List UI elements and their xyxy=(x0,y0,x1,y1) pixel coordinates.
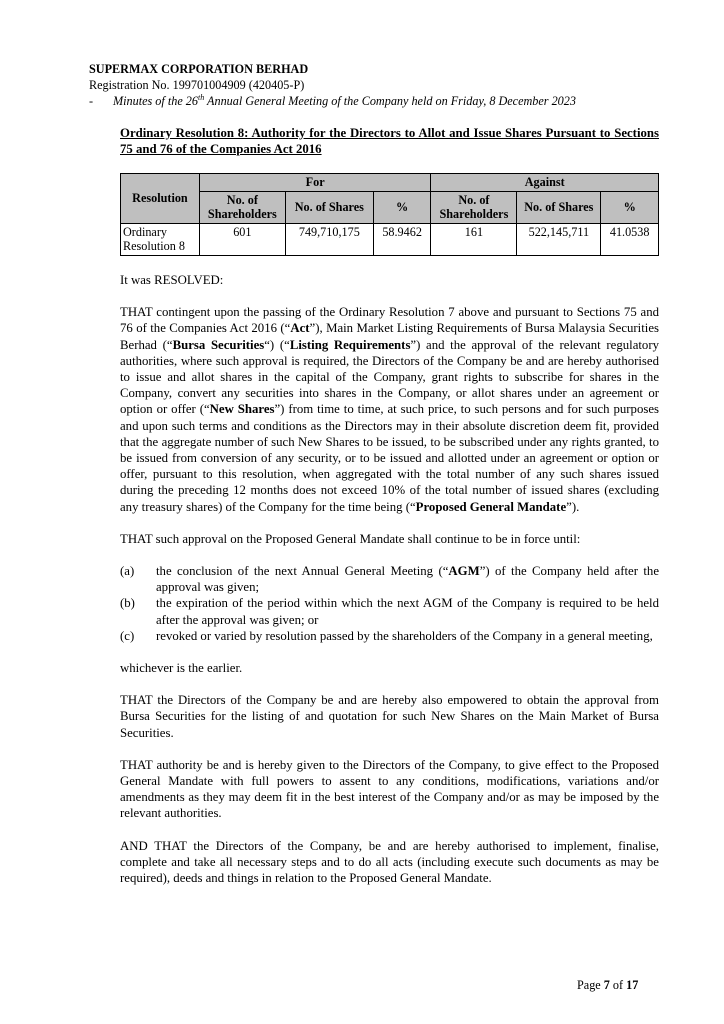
sub-against-shares: No. of Shares xyxy=(517,191,601,223)
sub-for-pct: % xyxy=(373,191,431,223)
company-name: SUPERMAX CORPORATION BERHAD xyxy=(89,62,309,76)
list-item-text: revoked or varied by resolution passed by the shareholders of the Company in a general meeting, xyxy=(156,628,653,643)
registration-number: Registration No. 199701004909 (420405-P) xyxy=(89,78,305,92)
list-item xyxy=(120,628,659,644)
list-item-label: (a) xyxy=(120,563,135,578)
p1-text-k: ”). xyxy=(566,499,580,514)
p1-text-c: ”), Main Market Listing Requirements of Bursa Malaysia Securities Berhad (“ xyxy=(120,321,660,352)
sub-for-shares: No. of Shares xyxy=(285,191,373,223)
paragraph-authority: THAT authority be and is hereby given to the Directors of the Company, to give effect to the Proposed General Mandate with full powers to assent to any conditions, modifications, variations and/or amendments as they may deem fit in the best interest of the Company and/or as may be imposed by the relevant authorities. xyxy=(120,757,659,821)
group-against: Against xyxy=(431,174,659,192)
paragraph-implement: AND THAT the Directors of the Company, be and are hereby authorised to implement, finalise, complete and take all necessary steps and to do all acts (including execute such documents as may be required), deeds and things in relation to the Proposed General Mandate. xyxy=(120,838,659,885)
group-for: For xyxy=(199,174,431,192)
sub-for-holders: No. of Shareholders xyxy=(199,191,285,223)
row-for-pct: 58.9462 xyxy=(373,223,431,255)
item-a-post: ”) of the Company held after the approval was given; xyxy=(156,563,659,595)
p1-def-bursa: Bursa Securities xyxy=(172,337,265,352)
list-item-label: (c) xyxy=(120,628,135,643)
row-for-holders: 601 xyxy=(199,223,285,255)
p1-def-act: Act xyxy=(290,321,310,336)
minutes-sup: th xyxy=(197,92,205,102)
voting-results-table xyxy=(120,173,659,256)
item-a-pre: the conclusion of the next Annual General Meeting (“ xyxy=(156,563,449,578)
resolution-title: Ordinary Resolution 8: Authority for the Directors to Allot and Issue Shares Pursuant to Sections 75 and 76 of the Companies Act 2016 xyxy=(120,126,659,157)
resolved-line: It was RESOLVED: xyxy=(120,272,224,287)
p1-def-mandate: Proposed General Mandate xyxy=(415,499,567,514)
row-resolution-name: Ordinary Resolution 8 xyxy=(121,223,200,255)
row-against-shares: 522,145,711 xyxy=(517,223,601,255)
paragraph-duration: THAT such approval on the Proposed General Mandate shall continue to be in force until: xyxy=(120,531,581,546)
sub-against-holders: No. of Shareholders xyxy=(431,191,517,223)
row-against-holders: 161 xyxy=(431,223,517,255)
minutes-subtitle xyxy=(89,93,576,109)
minutes-dash: - xyxy=(89,94,94,108)
p1-text-a: THAT contingent upon the passing of the Ordinary Resolution 7 above and pursuant to Sections 75 and 76 of the Companies Act 2016 (“ xyxy=(120,305,659,336)
list-item xyxy=(120,595,659,627)
p1-def-new-shares: New Shares xyxy=(209,402,275,417)
p1-text-e: “) (“ xyxy=(264,337,290,352)
page-content xyxy=(120,125,659,886)
page-total: 17 xyxy=(626,978,639,992)
item-a-def: AGM xyxy=(448,563,480,578)
page-current: 7 xyxy=(603,978,610,992)
paragraph-mandate xyxy=(120,304,659,515)
minutes-post: Annual General Meeting of the Company held on Friday, 8 December 2023 xyxy=(204,94,576,108)
row-against-pct: 41.0538 xyxy=(601,223,659,255)
p1-text-g: ”) and the approval of the relevant regulatory authorities, where such approval is required, the Directors of the Company be and are hereby authorised to issue and allot shares in the capital of the Company, grant rights to subscribe for shares in the Company, convert any securities into shares in the Company, or allot shares under an agreement or option or offer (“ xyxy=(120,337,659,417)
col-resolution: Resolution xyxy=(121,174,200,224)
list-item xyxy=(120,563,659,595)
paragraph-quotation: THAT the Directors of the Company be and are hereby also empowered to obtain the approval from Bursa Securities for the listing of and quotation for such New Shares on the Main Market of Bursa Securities. xyxy=(120,693,659,740)
page-number xyxy=(577,977,638,993)
paragraph-whichever: whichever is the earlier. xyxy=(120,660,243,675)
duration-list xyxy=(120,563,659,644)
minutes-pre: Minutes of the 26 xyxy=(113,94,198,108)
p1-text-i: ”) from time to time, at such price, to such persons and for such purposes and upon such terms and conditions as the Directors may in their absolute discretion deem fit, provided that the aggregate number of such New Shares to be issued, to be subscribed under any rights granted, to be issued from conversion of any security, or to be issued and allotted under an agreement or option or offer, pursuant to this resolution, when aggregated with the total number of any such shares issued during the preceding 12 months does not exceed 10% of the total number of issued shares (excluding any treasury shares) of the Company for the time being (“ xyxy=(120,402,659,514)
sub-against-pct: % xyxy=(601,191,659,223)
page-word: Page xyxy=(577,978,604,992)
row-for-shares: 749,710,175 xyxy=(285,223,373,255)
list-item-text: the expiration of the period within which the next AGM of the Company is required to be held after the approval was given; or xyxy=(156,596,659,627)
table-row xyxy=(121,223,659,255)
page-of: of xyxy=(609,978,627,992)
list-item-text xyxy=(156,563,659,595)
p1-def-listing: Listing Requirements xyxy=(289,337,411,352)
list-item-label: (b) xyxy=(120,596,135,611)
